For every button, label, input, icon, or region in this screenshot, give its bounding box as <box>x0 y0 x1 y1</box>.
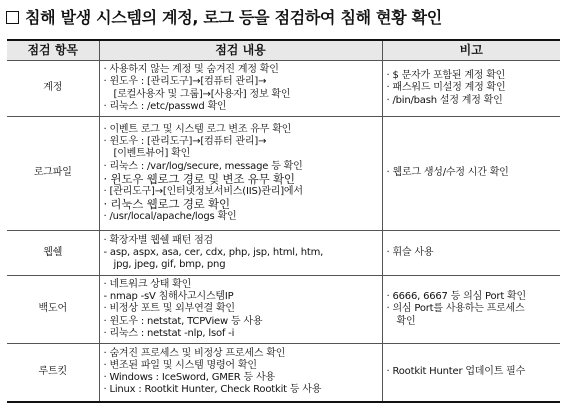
content-line: · 확장자별 웹쉘 패턴 점검 <box>103 234 213 246</box>
note-line: · 패스워드 미설정 계정 확인 <box>386 82 506 94</box>
content-line: · 이벤트 로그 및 시스템 로그 변조 유무 확인 <box>103 123 292 135</box>
page-title-text: 침해 발생 시스템의 계정, 로그 등을 점검하여 침해 현황 확인 <box>25 8 442 27</box>
page-title <box>6 5 562 31</box>
content-line: · [관리도구]→[인터넷정보서비스(IIS)관리]에서 <box>103 185 303 197</box>
note-cell <box>382 344 560 402</box>
content-line: · 변조된 파일 및 시스템 명령어 확인 <box>103 360 257 372</box>
content-line: [이벤트뷰어] 확인 <box>113 148 191 160</box>
content-line: · 윈도우 웹로그 경로 및 변조 유무 확인 <box>103 171 295 186</box>
content-line: - nmap -sV 침해사고시스템IP <box>103 291 234 303</box>
inspection-table <box>7 39 560 403</box>
content-line: · 리눅스 : netstat -nlp, lsof -i <box>103 327 235 339</box>
content-line: - asp, aspx, asa, cer, cdx, php, jsp, html, htm, <box>103 246 324 258</box>
content-line: · 숨겨진 프로세스 및 비정상 프로세스 확인 <box>103 347 286 359</box>
item-cell: 웹쉘 <box>7 231 99 276</box>
note-cell <box>382 61 560 117</box>
note-line: · $ 문자가 포함된 계정 확인 <box>386 70 506 82</box>
note-line: · 의심 Port를 사용하는 프로세스 <box>386 303 525 315</box>
note-cell <box>382 117 560 231</box>
item-cell: 루트킷 <box>7 344 99 402</box>
note-line: 확인 <box>396 315 416 327</box>
note-line: · 웹로그 생성/수정 시간 확인 <box>386 167 509 179</box>
content-line: [로컬사용자 및 그룹]→[사용자] 정보 확인 <box>113 88 291 100</box>
content-line: · 리눅스 웹로그 경로 확인 <box>103 196 230 211</box>
content-cell <box>99 117 382 231</box>
table-row-webshell <box>7 231 560 276</box>
table-row-logfile <box>7 117 560 231</box>
content-line: · Windows : IceSword, GMER 등 사용 <box>103 372 275 384</box>
header-note: 비고 <box>382 40 560 61</box>
content-cell <box>99 276 382 344</box>
content-cell <box>99 61 382 117</box>
content-line: · 사용하지 않는 계정 및 숨겨진 계정 확인 <box>103 64 279 76</box>
header-content: 점검 내용 <box>99 40 382 61</box>
note-line: · /bin/bash 설정 계정 확인 <box>386 94 503 106</box>
header-item: 점검 항목 <box>7 40 99 61</box>
item-cell: 계정 <box>7 61 99 117</box>
content-line: · 리눅스 : /var/log/secure, message 등 확인 <box>103 160 303 172</box>
note-cell <box>382 276 560 344</box>
content-cell <box>99 344 382 402</box>
content-cell <box>99 231 382 276</box>
content-line: · 리눅스 : /etc/passwd 확인 <box>103 100 227 112</box>
content-line: · 윈도우 : [관리도구]→[컴퓨터 관리]→ <box>103 76 267 88</box>
item-cell: 로그파일 <box>7 117 99 231</box>
table-row-backdoor <box>7 276 560 344</box>
note-line: · 휘슬 사용 <box>386 246 434 258</box>
content-line: · 윈도우 : [관리도구]→[컴퓨터 관리]→ <box>103 136 267 148</box>
content-line: · 네트워크 상태 확인 <box>103 278 192 290</box>
note-line: · Rootkit Hunter 업데이트 필수 <box>386 366 526 378</box>
content-line: · Linux : Rootkit Hunter, Check Rootkit 등 사용 <box>103 384 322 396</box>
table-header-row <box>7 40 560 61</box>
content-line: · 윈도우 : netstat, TCPView 등 사용 <box>103 315 263 327</box>
content-line: · 비정상 포트 및 외부연결 확인 <box>103 303 235 315</box>
table-row-account <box>7 61 560 117</box>
content-line: jpg, jpeg, gif, bmp, png <box>113 259 226 271</box>
checkbox-square-icon <box>6 11 19 24</box>
item-cell: 백도어 <box>7 276 99 344</box>
note-cell <box>382 231 560 276</box>
note-line: · 6666, 6667 등 의심 Port 확인 <box>386 291 526 303</box>
table-row-rootkit <box>7 344 560 402</box>
content-line: · /usr/local/apache/logs 확인 <box>103 210 237 222</box>
